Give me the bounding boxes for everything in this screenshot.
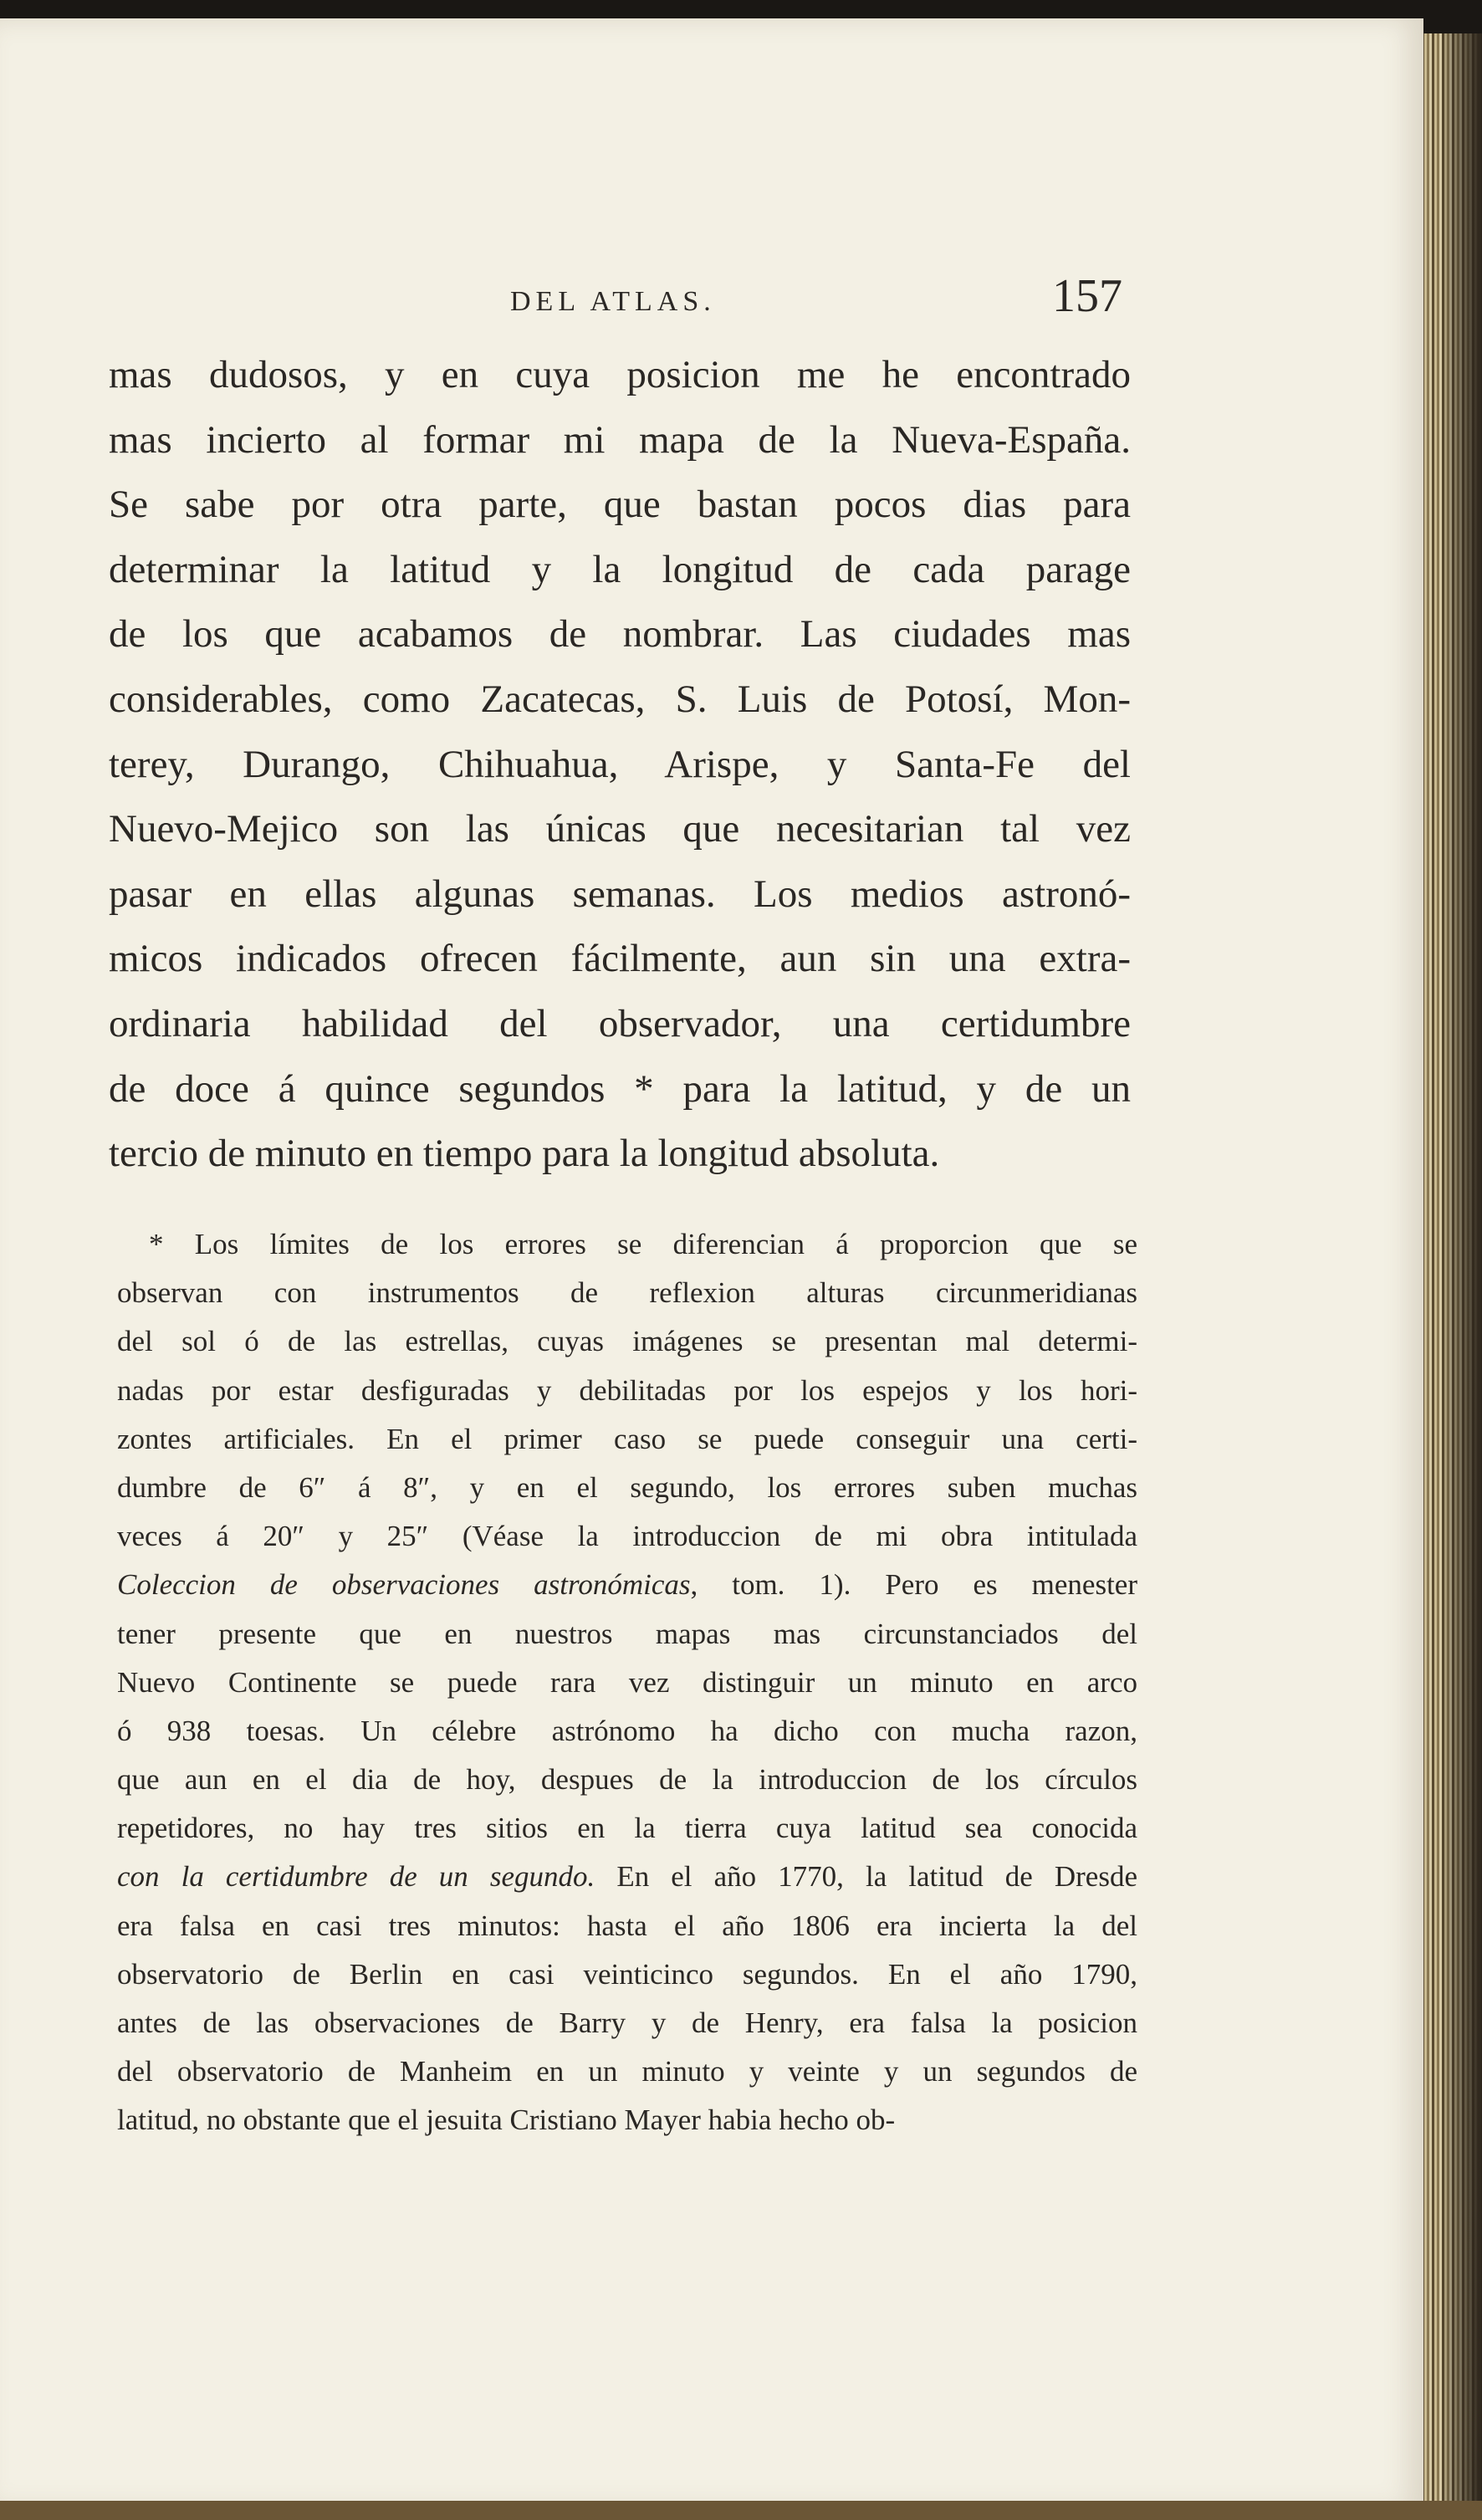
scan-bottom-edge xyxy=(0,2501,1482,2520)
body-line: de doce á quince segundos * para la latitud, y de un xyxy=(109,1066,1131,1111)
book-page-edges xyxy=(1422,33,1482,2520)
running-head: DEL ATLAS. xyxy=(510,286,716,317)
body-line: tercio de minuto en tiempo para la longitud absoluta. xyxy=(109,1132,940,1176)
footnote-line: antes de las observaciones de Barry y de Henry, era falsa la posicion xyxy=(117,2006,1137,2039)
footnote-line: del sol ó de las estrellas, cuyas imágenes se presentan mal determi- xyxy=(117,1325,1137,1358)
italic-title: Coleccion de observaciones astronómicas xyxy=(117,1568,691,1602)
body-text xyxy=(109,343,1131,1187)
footnote-line xyxy=(117,1853,1137,1901)
footnote-line: ó 938 toesas. Un célebre astrónomo ha dicho con mucha razon, xyxy=(117,1714,1137,1747)
footnote-line: observatorio de Berlin en casi veinticinco segundos. En el año 1790, xyxy=(117,1957,1137,1991)
body-line: ordinaria habilidad del observador, una certidumbre xyxy=(109,1001,1131,1045)
footnote-line: tener presente que en nuestros mapas mas circunstanciados del xyxy=(117,1617,1137,1650)
body-line: Nuevo-Mejico son las únicas que necesitarian tal vez xyxy=(109,807,1131,851)
italic-quote: con la certidumbre de un segundo. xyxy=(117,1860,595,1894)
footnote-line: que aun en el dia de hoy, despues de la introduccion de los círculos xyxy=(117,1763,1137,1797)
body-line: de los que acabamos de nombrar. Las ciudades mas xyxy=(109,612,1131,657)
footnote-text: En el año 1770, la latitud de Dresde xyxy=(595,1860,1137,1894)
footnote-line: observan con instrumentos de reflexion alturas circunmeridianas xyxy=(117,1276,1137,1310)
footnote-line: Nuevo Continente se puede rara vez distinguir un minuto en arco xyxy=(117,1665,1137,1699)
footnote-line: dumbre de 6″ á 8″, y en el segundo, los errores suben muchas xyxy=(117,1470,1137,1504)
footnote-text: , tom. 1). Pero es menester xyxy=(690,1568,1137,1602)
footnote-line: veces á 20″ y 25″ (Véase la introduccion de mi obra intitulada xyxy=(117,1520,1137,1553)
footnote-line: del observatorio de Manheim en un minuto y veinte y un segundos de xyxy=(117,2055,1137,2088)
footnote-line: zontes artificiales. En el primer caso se puede conseguir una certi- xyxy=(117,1422,1137,1455)
footnote-line: repetidores, no hay tres sitios en la tierra cuya latitud sea conocida xyxy=(117,1812,1137,1845)
page-header xyxy=(0,269,1423,328)
footnote-line: nadas por estar desfiguradas y debilitadas por los espejos y los hori- xyxy=(117,1373,1137,1407)
body-line: mas dudosos, y en cuya posicion me he encontrado xyxy=(109,353,1131,396)
body-line: terey, Durango, Chihuahua, Arispe, y Santa-Fe del xyxy=(109,742,1131,786)
body-line: determinar la latitud y la longitud de cada parage xyxy=(109,547,1131,591)
page-number: 157 xyxy=(1052,270,1122,322)
body-line: Se sabe por otra parte, que bastan pocos dias para xyxy=(109,483,1131,527)
footnote-line: era falsa en casi tres minutos: hasta el año 1806 era incierta la del xyxy=(117,1909,1137,1942)
body-line: pasar en ellas algunas semanas. Los medios astronó- xyxy=(109,872,1131,916)
body-line: micos indicados ofrecen fácilmente, aun sin una extra- xyxy=(109,937,1131,981)
footnote xyxy=(117,1220,1137,2145)
footnote-line xyxy=(117,1561,1137,1609)
book-page xyxy=(0,18,1423,2509)
footnote-line: * Los límites de los errores se diferencian á proporcion que se xyxy=(149,1228,1137,1260)
body-line: considerables, como Zacatecas, S. Luis de Potosí, Mon- xyxy=(109,677,1131,721)
footnote-line: latitud, no obstante que el jesuita Cristiano Mayer habia hecho ob- xyxy=(117,2103,896,2137)
body-line: mas incierto al formar mi mapa de la Nueva-España. xyxy=(109,417,1131,462)
